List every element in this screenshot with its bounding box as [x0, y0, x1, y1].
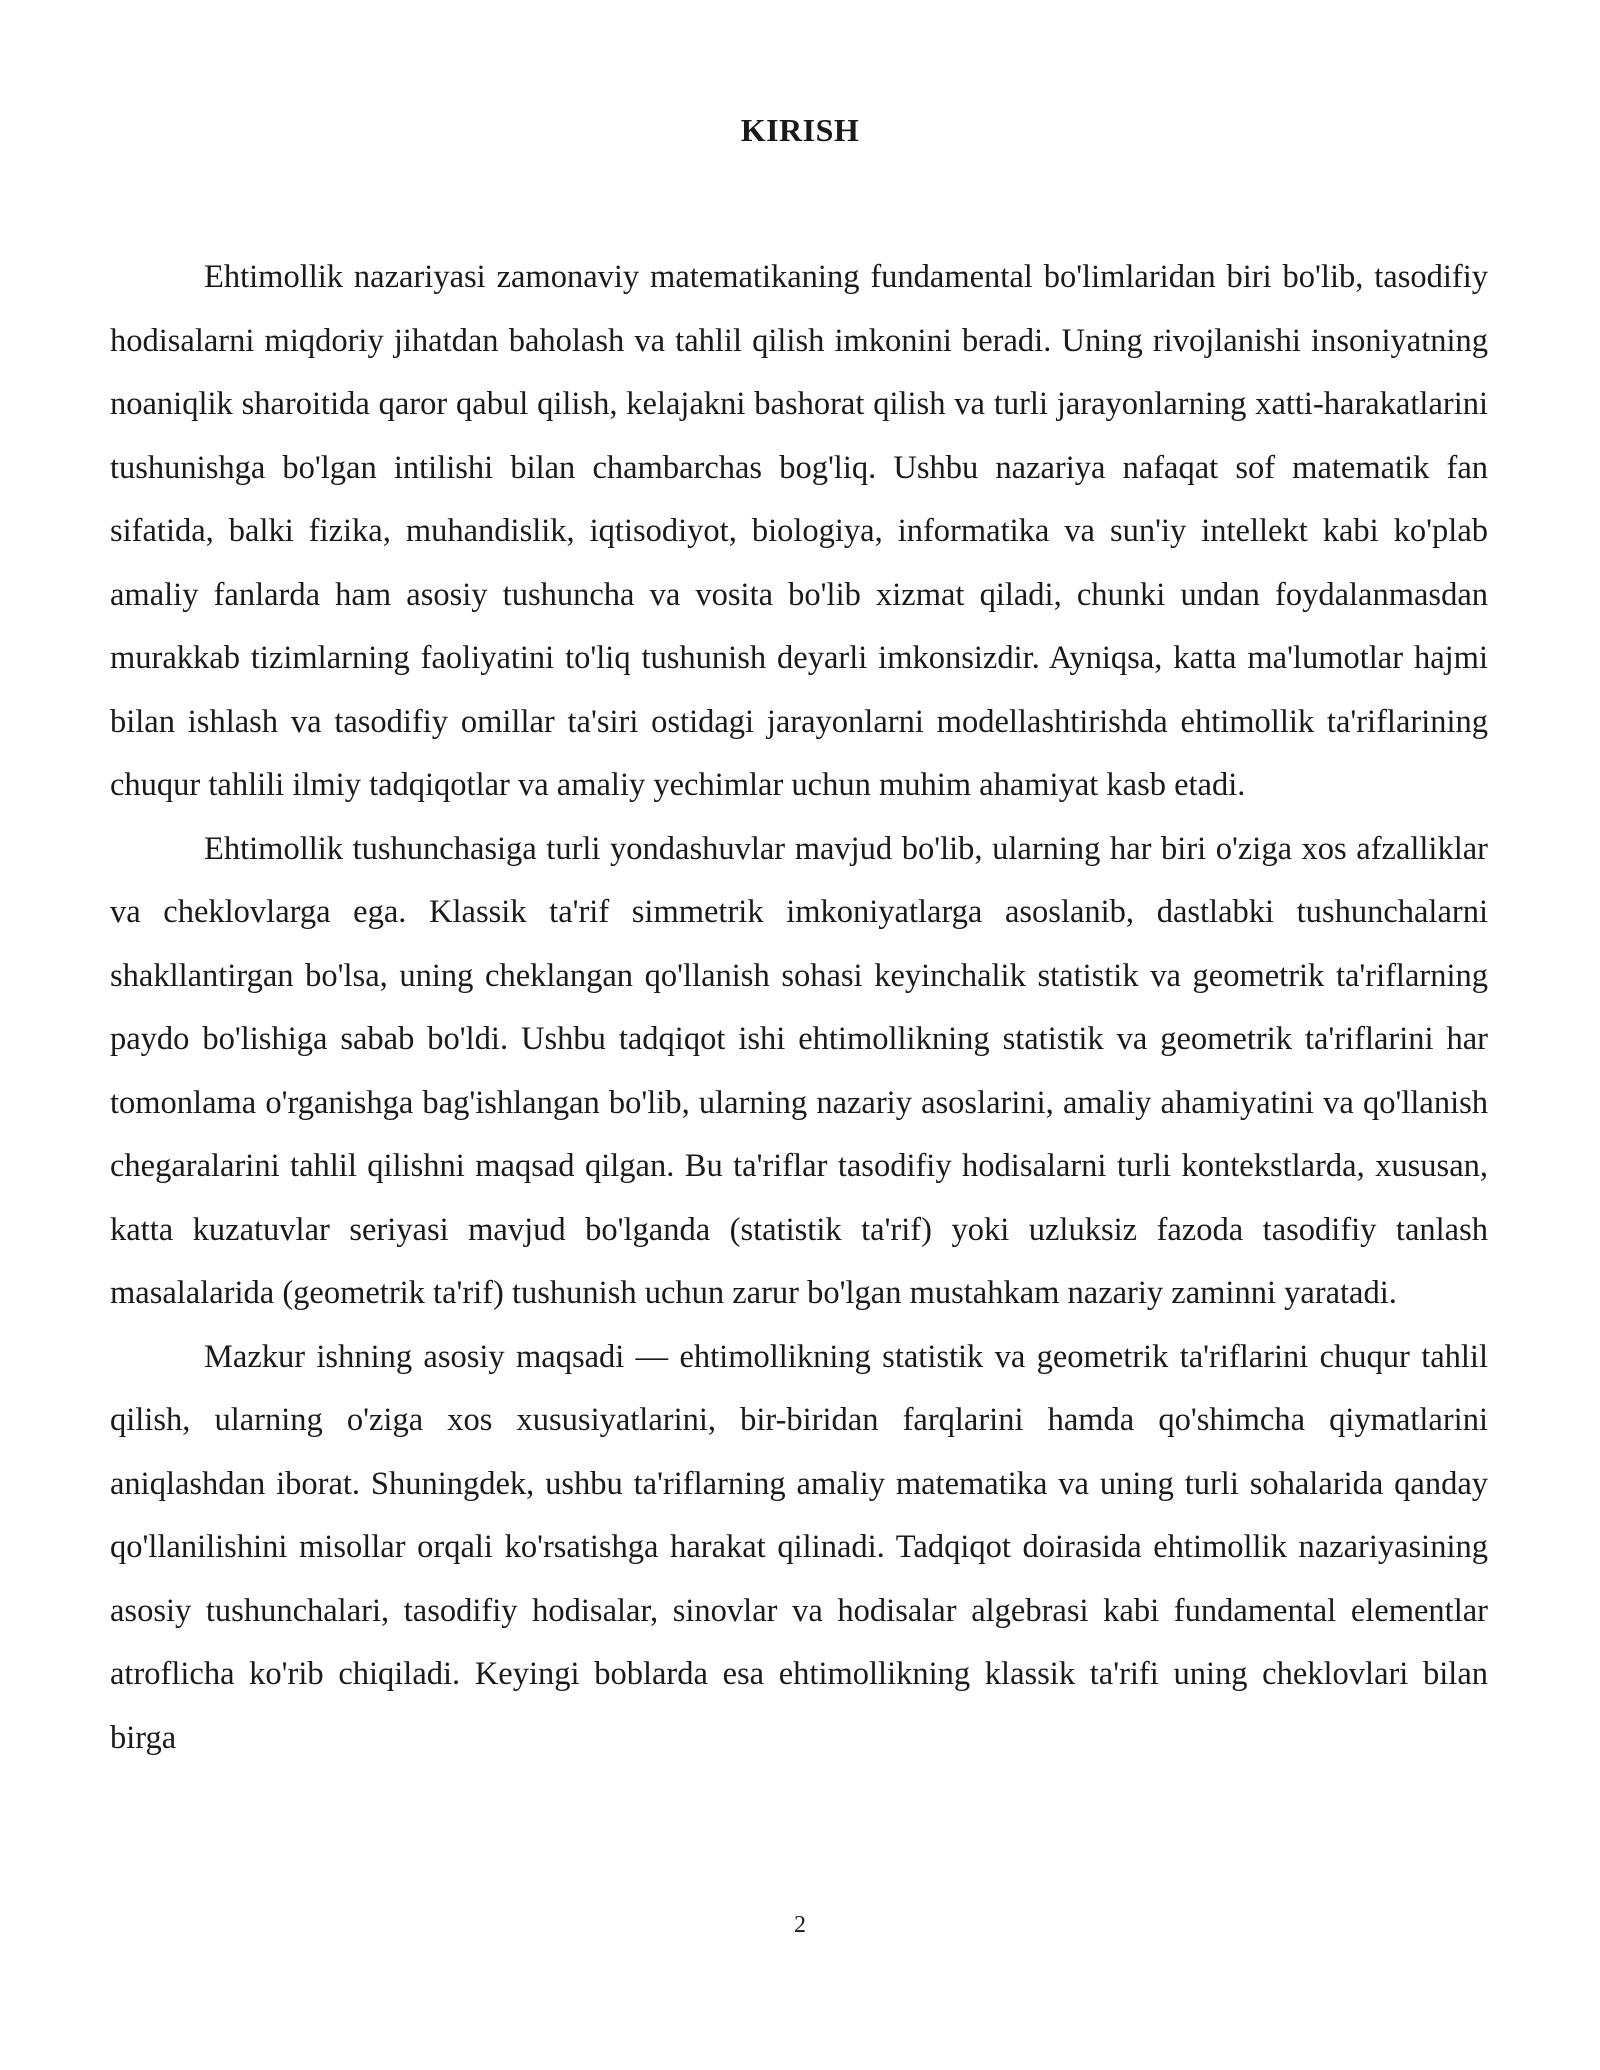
body-text [110, 246, 1488, 1770]
paragraph-3: Mazkur ishning asosiy maqsadi — ehtimollikning statistik va geometrik ta'riflarini chuqur tahlil qilish, ularning o'ziga xos xususiyatlarini, bir-biridan farqlarini hamda qo'shimcha qiymatlarini aniqlashdan iborat. Shuningdek, ushbu ta'riflarning amaliy matematika va uning turli sohalarida qanday qo'llanilishini misollar orqali ko'rsatishga harakat qilinadi. Tadqiqot doirasida ehtimollik nazariyasining asosiy tushunchalari, tasodifiy hodisalar, sinovlar va hodisalar algebrasi kabi fundamental elementlar atroflicha ko'rib chiqiladi. Keyingi boblarda esa ehtimollikning klassik ta'rifi uning cheklovlari bilan birga [110, 1338, 1488, 1756]
paragraph-2: Ehtimollik tushunchasiga turli yondashuvlar mavjud bo'lib, ularning har biri o'ziga xos afzalliklar va cheklovlarga ega. Klassik ta'rif simmetrik imkoniyatlarga asoslanib, dastlabki tushunchalarni shakllantirgan bo'lsa, uning cheklangan qo'llanish sohasi keyinchalik statistik va geometrik ta'riflarning paydo bo'lishiga sabab bo'ldi. Ushbu tadqiqot ishi ehtimollikning statistik va geometrik ta'riflarini har tomonlama o'rganishga bag'ishlangan bo'lib, ularning nazariy asoslarini, amaliy ahamiyatini va qo'llanish chegaralarini tahlil qilishni maqsad qilgan. Bu ta'riflar tasodifiy hodisalarni turli kontekstlarda, xususan, katta kuzatuvlar seriyasi mavjud bo'lganda (statistik ta'rif) yoki uzluksiz fazoda tasodifiy tanlash masalalarida (geometrik ta'rif) tushunish uchun zarur bo'lgan mustahkam nazariy zaminni yaratadi. [110, 830, 1488, 1311]
page-title: KIRISH [740, 112, 860, 148]
paragraph-1: Ehtimollik nazariyasi zamonaviy matematikaning fundamental bo'limlaridan biri bo'lib, tasodifiy hodisalarni miqdoriy jihatdan baholash va tahlil qilish imkonini beradi. Uning rivojlanishi insoniyatning noaniqlik sharoitida qaror qabul qilish, kelajakni bashorat qilish va turli jarayonlarning xatti-harakatlarini tushunishga bo'lgan intilishi bilan chambarchas bog'liq. Ushbu nazariya nafaqat sof matematik fan sifatida, balki fizika, muhandislik, iqtisodiyot, biologiya, informatika va sun'iy intellekt kabi ko'plab amaliy fanlarda ham asosiy tushuncha va vosita bo'lib xizmat qiladi, chunki undan foydalanmasdan murakkab tizimlarning faoliyatini to'liq tushunish deyarli imkonsizdir. Ayniqsa, katta ma'lumotlar hajmi bilan ishlash va tasodifiy omillar ta'siri ostidagi jarayonlarni modellashtirishda ehtimollik ta'riflarining chuqur tahlili ilmiy tadqiqotlar va amaliy yechimlar uchun muhim ahamiyat kasb etadi. [110, 259, 1488, 803]
page-number: 2 [794, 1912, 806, 1938]
